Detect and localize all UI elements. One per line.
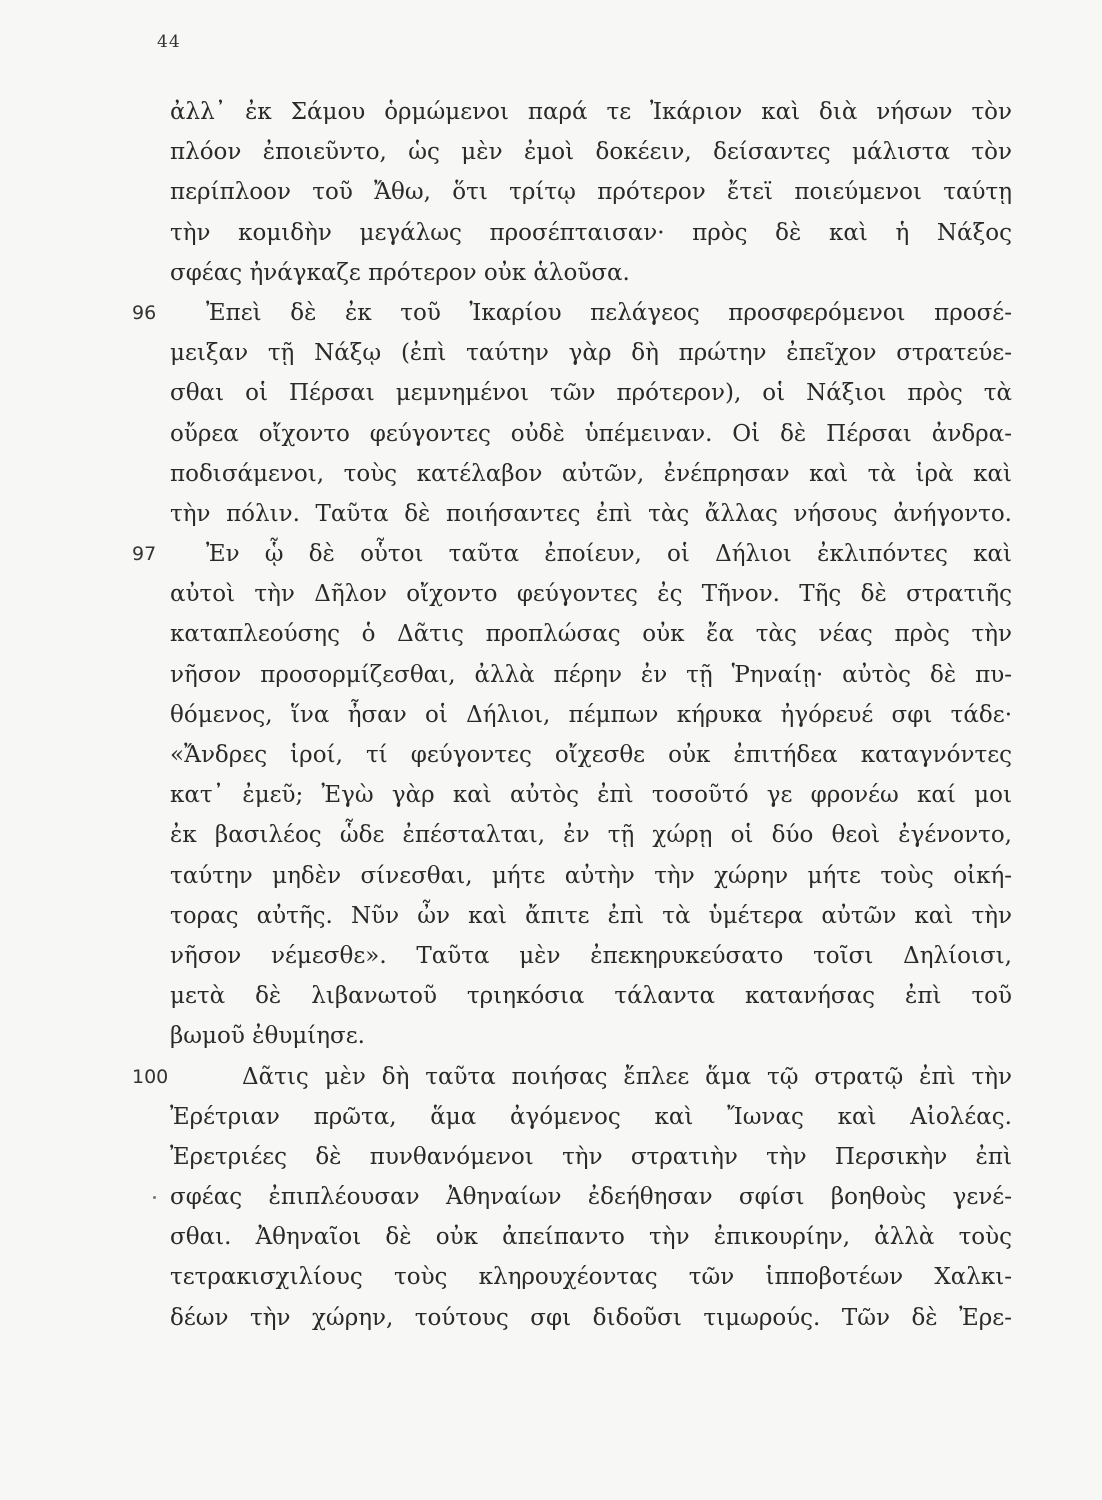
text-line: σθαι. Ἀθηναῖοι δὲ οὐκ ἀπείπαντο τὴν ἐπικουρίην, ἀλλὰ τοὺς: [170, 1224, 1012, 1251]
text-line: τετρακισχιλίους τοὺς κληρουχέοντας τῶν ἱπποβοτέων Χαλκι-: [170, 1264, 1012, 1291]
text-line: «Ἄνδρες ἱροί, τί φεύγοντες οἴχεσθε οὐκ ἐπιτήδεα καταγνόντες: [170, 742, 1012, 768]
text-line: νῆσον προσορμίζεσθαι, ἀλλὰ πέρην ἐν τῇ Ῥηναίῃ· αὐτὸς δὲ πυ-: [170, 661, 1012, 688]
text-line: τὴν πόλιν. Ταῦτα δὲ ποιήσαντες ἐπὶ τὰς ἄλλας νήσους ἀνήγοντο.: [170, 500, 1012, 527]
text-line: θόμενος, ἵνα ἦσαν οἱ Δήλιοι, πέμπων κήρυκα ἠγόρευέ σφι τάδε·: [170, 701, 1012, 728]
text-line: ποδισάμενοι, τοὺς κατέλαβον αὐτῶν, ἐνέπρησαν καὶ τὰ ἱρὰ καὶ: [170, 460, 1012, 487]
text-line: Δᾶτις μὲν δὴ ταῦτα ποιήσας ἔπλεε ἅμα τῷ στρατῷ ἐπὶ τὴν: [242, 1063, 1012, 1090]
main-text: [132, 92, 1012, 1338]
chapter-number: 97: [132, 543, 157, 566]
text-line: ἀλλ᾽ ἐκ Σάμου ὁρμώμενοι παρά τε Ἰκάριον καὶ διὰ νήσων τὸν: [170, 99, 1012, 125]
chapter-97: [132, 534, 1012, 574]
text-line: καταπλεούσης ὁ Δᾶτις προπλώσας οὐκ ἔα τὰς νέας πρὸς τὴν: [170, 621, 1012, 648]
text-line: σθαι οἱ Πέρσαι μεμνημένοι τῶν πρότερον), οἱ Νάξιοι πρὸς τὰ: [170, 380, 1012, 407]
chapter-number: 96: [132, 301, 157, 324]
text-line: ταύτην μηδὲν σίνεσθαι, μήτε αὐτὴν τὴν χώρην μήτε τοὺς οἰκή-: [170, 862, 1012, 889]
text-line: σφέας ἠνάγκαζε πρότερον οὐκ ἁλοῦσα.: [170, 259, 630, 286]
page-number: 44: [157, 32, 181, 52]
text-line: κατ᾽ ἐμεῦ; Ἐγὼ γὰρ καὶ αὐτὸς ἐπὶ τοσοῦτό γε φρονέω καί μοι: [170, 782, 1012, 809]
text-line: τορας αὐτῆς. Νῦν ὦν καὶ ἄπιτε ἐπὶ τὰ ὑμέτερα αὐτῶν καὶ τὴν: [170, 902, 1012, 929]
chapter-number: 100: [132, 1065, 169, 1088]
chapter-96: [132, 293, 1012, 333]
text-line: Ἐρετριέες δὲ πυνθανόμενοι τὴν στρατιὴν τὴν Περσικὴν ἐπὶ: [170, 1143, 1012, 1170]
text-line: πλόον ἐποιεῦντο, ὡς μὲν ἐμοὶ δοκέειν, δείσαντες μάλιστα τὸν: [170, 139, 1012, 166]
text-line: Ἐν ᾧ δὲ οὗτοι ταῦτα ἐποίευν, οἱ Δήλιοι ἐκλιπόντες καὶ: [206, 541, 1012, 568]
text-line: μειξαν τῇ Νάξῳ (ἐπὶ ταύτην γὰρ δὴ πρώτην ἐπεῖχον στρατεύε-: [170, 340, 1012, 367]
text-line: μετὰ δὲ λιβανωτοῦ τριηκόσια τάλαντα κατανήσας ἐπὶ τοῦ: [170, 983, 1012, 1010]
text-line: σφέας ἐπιπλέουσαν Ἀθηναίων ἐδεήθησαν σφίσι βοηθοὺς γενέ-: [170, 1184, 1012, 1211]
text-line: Ἐπεὶ δὲ ἐκ τοῦ Ἰκαρίου πελάγεος προσφερόμενοι προσέ-: [206, 299, 1012, 326]
text-line: περίπλοον τοῦ Ἄθω, ὅτι τρίτῳ πρότερον ἔτεϊ ποιεύμενοι ταύτῃ: [170, 179, 1012, 206]
text-line: τὴν κομιδὴν μεγάλως προσέπταισαν· πρὸς δὲ καὶ ἡ Νάξος: [170, 219, 1012, 246]
chapter-100: [132, 1057, 1012, 1097]
stray-ink-mark: [153, 1196, 156, 1199]
text-line: ἐκ βασιλέος ὧδε ἐπέσταλται, ἐν τῇ χώρῃ οἱ δύο θεοὶ ἐγένοντο,: [170, 822, 1012, 849]
text-line: δέων τὴν χώρην, τούτους σφι διδοῦσι τιμωρούς. Τῶν δὲ Ἐρε-: [170, 1304, 1012, 1331]
text-line: οὔρεα οἴχοντο φεύγοντες οὐδὲ ὑπέμειναν. Οἱ δὲ Πέρσαι ἀνδρα-: [170, 420, 1012, 447]
text-line: βωμοῦ ἐθυμίησε.: [170, 1023, 365, 1050]
text-line: νῆσον νέμεσθε». Ταῦτα μὲν ἐπεκηρυκεύσατο τοῖσι Δηλίοισι,: [170, 942, 1012, 969]
text-line: αὐτοὶ τὴν Δῆλον οἴχοντο φεύγοντες ἐς Τῆνον. Τῆς δὲ στρατιῆς: [170, 581, 1012, 608]
text-line: Ἐρέτριαν πρῶτα, ἅμα ἀγόμενος καὶ Ἴωνας καὶ Αἰολέας.: [170, 1103, 1012, 1130]
